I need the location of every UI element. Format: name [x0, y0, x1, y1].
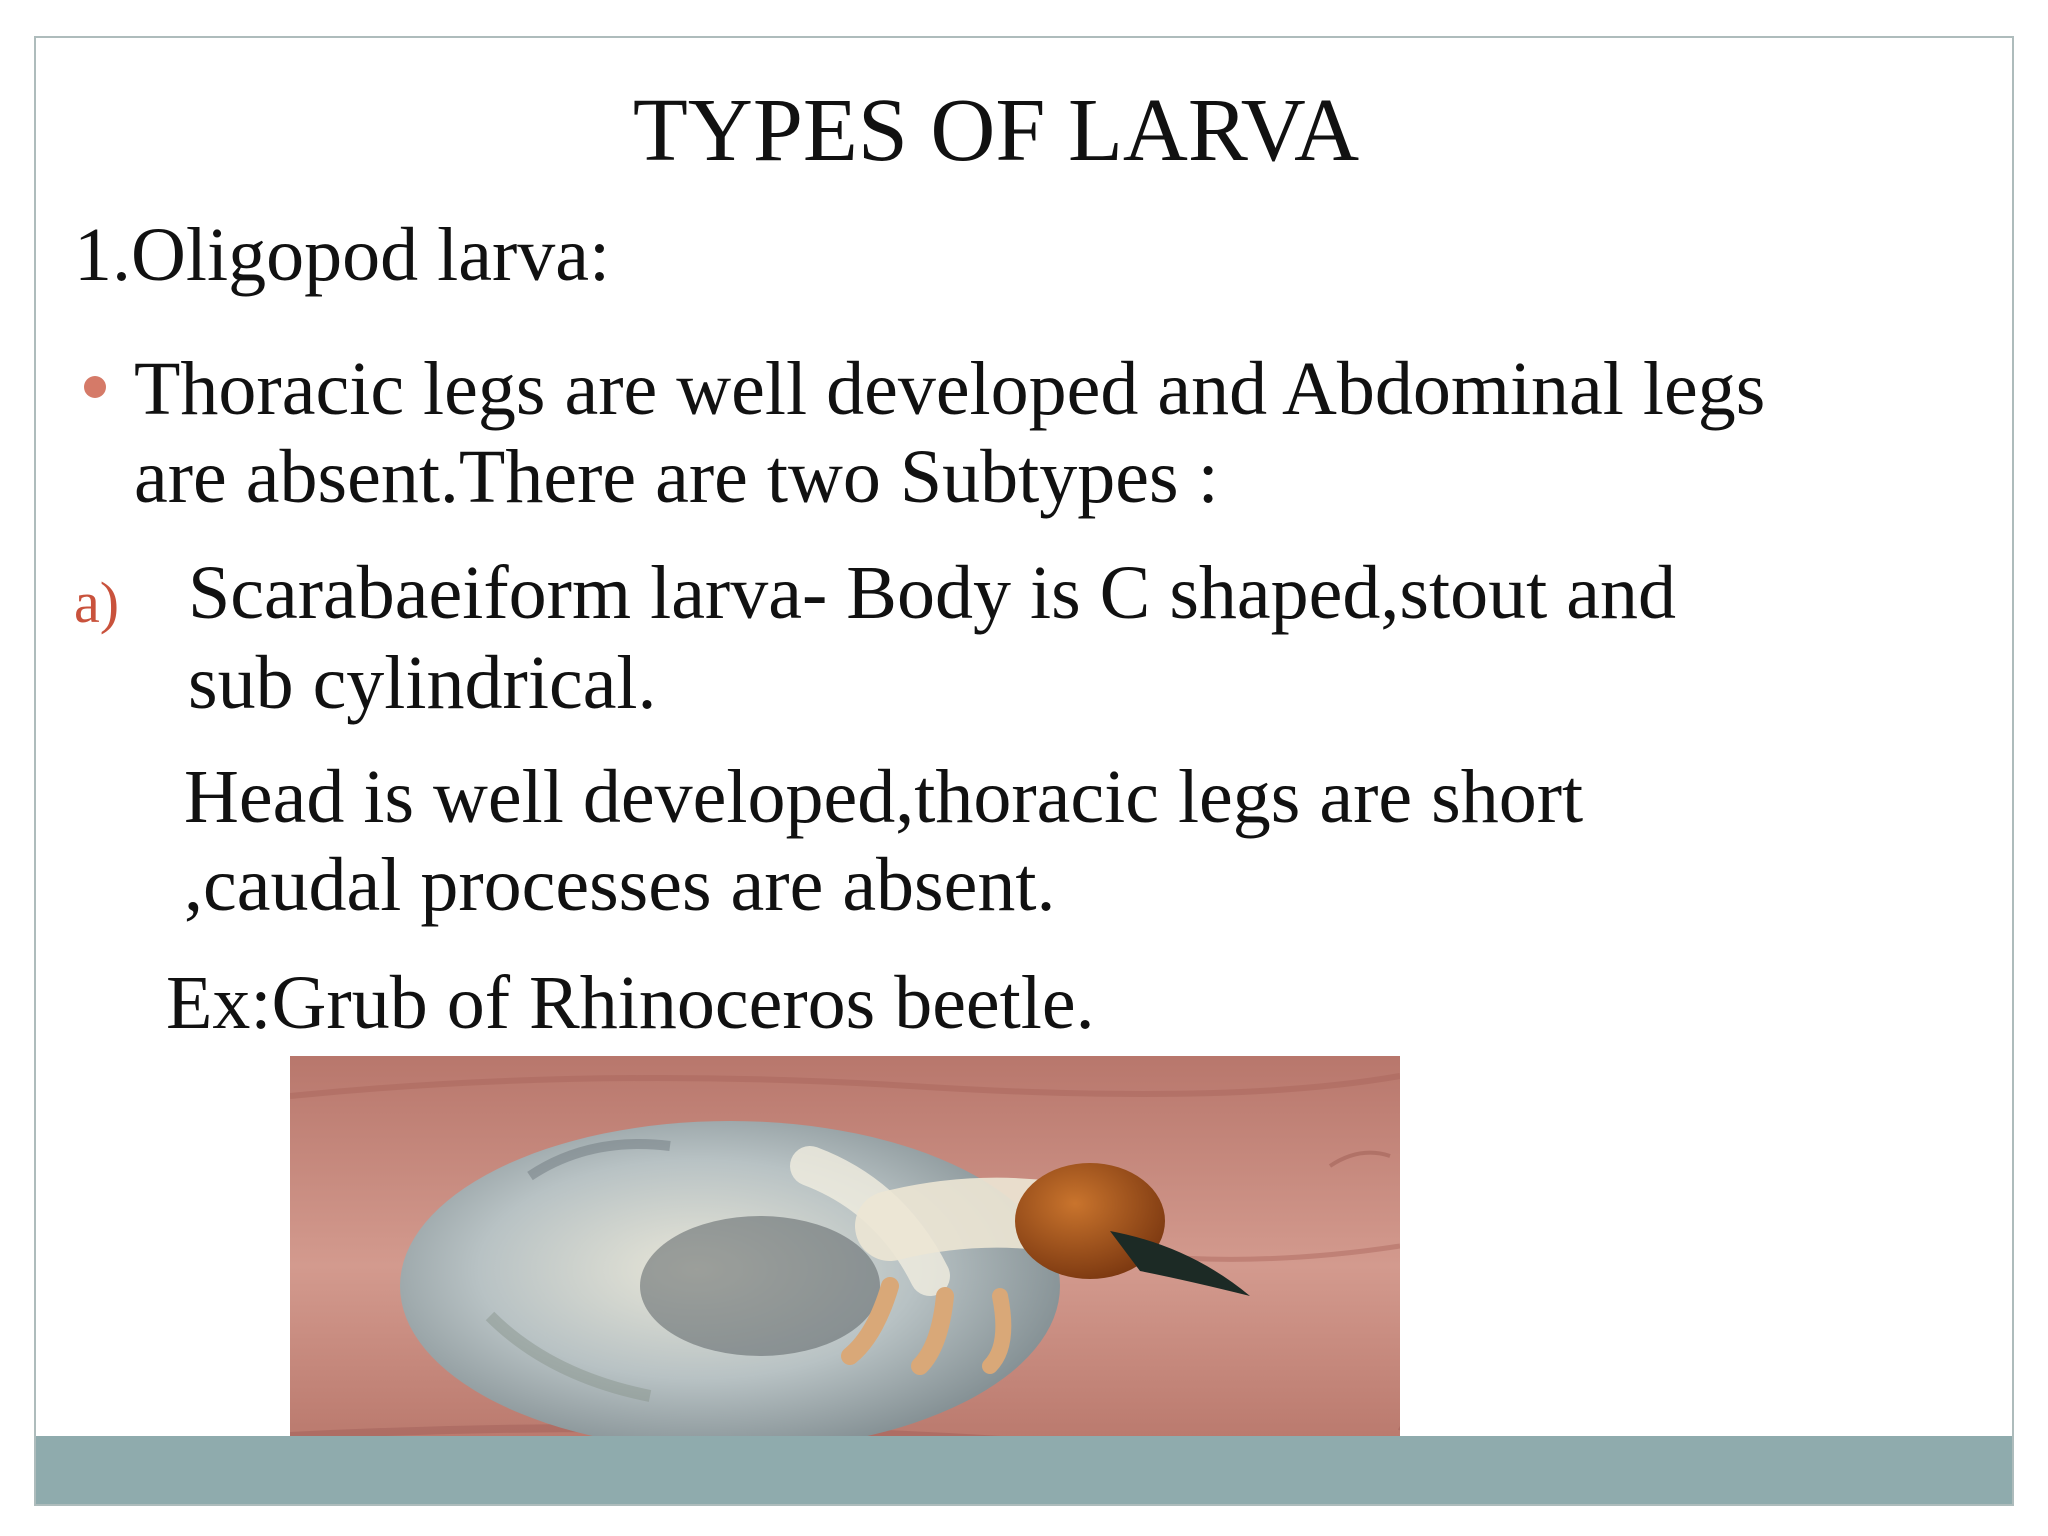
subtype-a-line-1: Scarabaeiform larva- Body is C shaped,stout and — [188, 551, 1676, 635]
section-heading: 1.Oligopod larva: — [74, 213, 611, 297]
subtype-a-line-2: sub cylindrical. — [188, 641, 657, 725]
grub-illustration — [290, 1056, 1400, 1476]
grub-photo — [290, 1056, 1400, 1476]
detail-line-2: ,caudal processes are absent. — [184, 843, 1056, 927]
bullet-text-line-1: Thoracic legs are well developed and Abdominal legs — [134, 347, 1766, 431]
slide — [34, 36, 2014, 1506]
footer-bar — [36, 1436, 2014, 1506]
bullet-text-line-2: are absent.There are two Subtypes : — [134, 435, 1219, 519]
list-marker-a: a) — [74, 570, 120, 635]
example-text: Ex:Grub of Rhinoceros beetle. — [166, 961, 1095, 1045]
detail-line-1: Head is well developed,thoracic legs are short — [184, 755, 1584, 839]
slide-title: TYPES OF LARVA — [632, 81, 1360, 180]
bullet-dot-icon — [84, 376, 106, 398]
grub-curl-shadow — [640, 1216, 880, 1356]
